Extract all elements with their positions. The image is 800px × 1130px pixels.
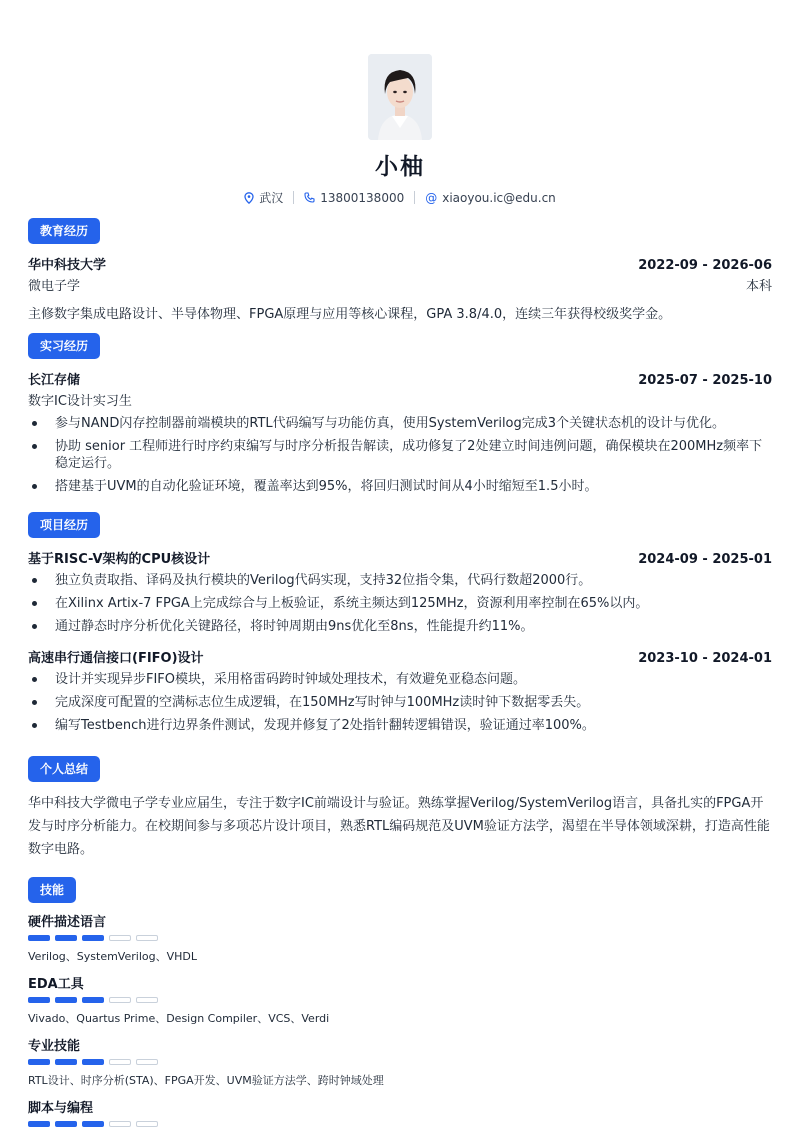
skill-level-empty (109, 997, 131, 1003)
at-sign-icon: @ (425, 190, 438, 205)
phone-icon (304, 192, 315, 203)
company-name: 长江存储 (28, 373, 81, 388)
skill-level-filled (28, 935, 50, 941)
skill-block (28, 911, 772, 964)
skill-level-empty (136, 1121, 158, 1127)
skill-level-meter (28, 1121, 772, 1127)
education-section (28, 218, 772, 322)
skill-level-meter (28, 1059, 772, 1065)
project-title: 基于RISC-V架构的CPU核设计 (28, 552, 211, 567)
project-date: 2024-09 - 2025-01 (638, 552, 772, 567)
skill-level-meter (28, 997, 772, 1003)
internship-date: 2025-07 - 2025-10 (638, 373, 772, 388)
skill-name: 脚本与编程 (28, 1101, 94, 1116)
projects-section (28, 512, 772, 740)
list-item: 协助 senior 工程师进行时序约束编写与时序分析报告解读，成功修复了2处建立时间违例问题，确保模块在200MHz频率下稳定运行。 (28, 438, 772, 472)
skill-level-filled (55, 997, 77, 1003)
skill-block (28, 1097, 772, 1127)
summary-section (28, 756, 772, 861)
skill-items: Vivado、Quartus Prime、Design Compiler、VCS、Verdi (28, 1012, 330, 1025)
email-link[interactable]: xiaoyou.ic@edu.cn (442, 190, 556, 205)
skill-block (28, 1035, 772, 1088)
list-item: 完成深度可配置的空满标志位生成逻辑，在150MHz写时钟与100MHz读时钟下数据零丢失。 (28, 694, 772, 711)
location-text: 武汉 (259, 191, 284, 205)
skill-level-filled (28, 997, 50, 1003)
phone-text: 13800138000 (320, 190, 405, 205)
skill-level-empty (136, 1059, 158, 1065)
list-item: 编写Testbench进行边界条件测试，发现并修复了2处指针翻转逻辑错误，验证通过率100%。 (28, 717, 772, 734)
skill-name: 硬件描述语言 (28, 915, 107, 930)
skill-level-meter (28, 935, 772, 941)
skill-name: EDA工具 (28, 977, 84, 992)
skill-level-filled (82, 1121, 104, 1127)
contact-phone (294, 191, 414, 205)
project-bullets (28, 572, 772, 635)
contact-email (415, 191, 566, 205)
skill-level-filled (28, 1121, 50, 1127)
skill-items: Verilog、SystemVerilog、VHDL (28, 950, 197, 963)
education-description: 主修数字集成电路设计、半导体物理、FPGA原理与应用等核心课程，GPA 3.8/4.0，连续三年获得校级奖学金。 (28, 307, 672, 322)
skill-level-empty (109, 935, 131, 941)
skill-level-empty (109, 1121, 131, 1127)
list-item: 搭建基于UVM的自动化验证环境，覆盖率达到95%，将回归测试时间从4小时缩短至1.5小时。 (28, 478, 772, 495)
list-item: 设计并实现异步FIFO模块，采用格雷码跨时钟域处理技术，有效避免亚稳态问题。 (28, 671, 772, 688)
skills-list (28, 911, 772, 1127)
candidate-name: 小柚 (375, 154, 425, 180)
skill-name: 专业技能 (28, 1039, 81, 1054)
project-bullets (28, 671, 772, 734)
section-badge-education: 教育经历 (28, 218, 100, 244)
contact-location (234, 189, 293, 206)
section-badge-internship: 实习经历 (28, 333, 100, 359)
school-name: 华中科技大学 (28, 258, 107, 273)
internship-section (28, 333, 772, 501)
skill-level-filled (28, 1059, 50, 1065)
education-date: 2022-09 - 2026-06 (638, 258, 772, 273)
summary-text: 华中科技大学微电子学专业应届生，专注于数字IC前端设计与验证。熟练掌握Verilog/SystemVerilog语言，具备扎实的FPGA开发与时序分析能力。在校期间参与多项芯片设计项目，熟悉RTL编码规范及UVM验证方法学，渴望在半导体领域深耕，打造高性能数字电路。 (28, 796, 770, 857)
list-item: 参与NAND闪存控制器前端模块的RTL代码编写与功能仿真，使用SystemVerilog完成3个关键状态机的设计与优化。 (28, 415, 772, 432)
list-item: 在Xilinx Artix-7 FPGA上完成综合与上板验证，系统主频达到125MHz，资源利用率控制在65%以内。 (28, 595, 772, 612)
section-badge-skills: 技能 (28, 877, 76, 903)
skill-level-filled (82, 1059, 104, 1065)
location-pin-icon (244, 192, 254, 204)
skill-level-filled (82, 997, 104, 1003)
skill-level-filled (55, 1121, 77, 1127)
skill-items: RTL设计、时序分析(STA)、FPGA开发、UVM验证方法学、跨时钟域处理 (28, 1074, 384, 1087)
resume-header (0, 0, 800, 206)
skill-level-filled (55, 935, 77, 941)
list-item: 通过静态时序分析优化关键路径，将时钟周期由9ns优化至8ns，性能提升约11%。 (28, 618, 772, 635)
skill-block (28, 973, 772, 1026)
contact-bar (0, 189, 800, 206)
section-badge-projects: 项目经历 (28, 512, 100, 538)
project-title: 高速串行通信接口(FIFO)设计 (28, 651, 204, 666)
degree: 本科 (745, 279, 772, 294)
internship-role: 数字IC设计实习生 (28, 394, 132, 409)
skill-level-empty (136, 935, 158, 941)
internship-bullets (28, 415, 772, 495)
skill-level-empty (136, 997, 158, 1003)
skills-section (28, 877, 772, 1127)
skill-level-empty (109, 1059, 131, 1065)
major: 微电子学 (28, 279, 81, 294)
skill-level-filled (55, 1059, 77, 1065)
project-date: 2023-10 - 2024-01 (638, 651, 772, 666)
profile-photo (368, 54, 432, 140)
section-badge-summary: 个人总结 (28, 756, 100, 782)
skill-level-filled (82, 935, 104, 941)
list-item: 独立负责取指、译码及执行模块的Verilog代码实现，支持32位指令集，代码行数超2000行。 (28, 572, 772, 589)
